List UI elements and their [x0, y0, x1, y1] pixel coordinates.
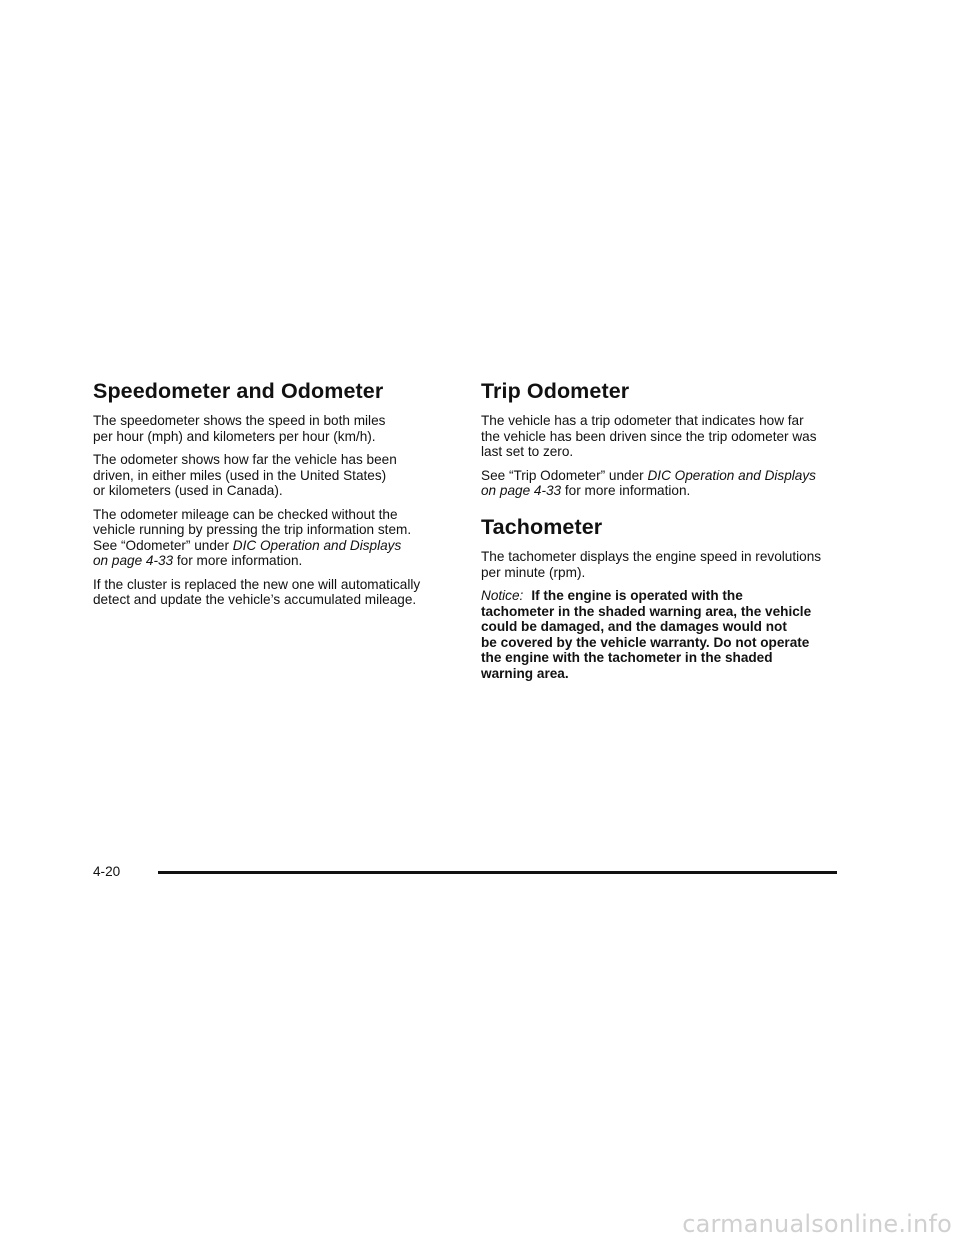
paragraph: The tachometer displays the engine speed in revolutions per minute (rpm). — [481, 549, 822, 580]
paragraph: The odometer shows how far the vehicle has been driven, in either miles (used in the United States) or kilometers (used in Canada). — [93, 452, 397, 498]
trip-odometer-section — [481, 378, 841, 507]
section-heading: Tachometer — [481, 515, 603, 539]
paragraph-text: The odometer mileage can be checked without the vehicle running by pressing the trip information stem. See “Odometer” under — [93, 506, 412, 553]
page-number: 4-20 — [93, 864, 121, 879]
paragraph: If the cluster is replaced the new one will automatically detect and update the vehicle’s accumulated mileage. — [93, 576, 421, 607]
paragraph-text: See “Trip Odometer” under — [481, 467, 648, 483]
paragraph: The speedometer shows the speed in both miles per hour (mph) and kilometers per hour (km/h). — [93, 413, 386, 444]
paragraph — [93, 507, 453, 569]
paragraph-text: for more information. — [561, 483, 691, 498]
tachometer-section — [481, 514, 841, 689]
page-reference-link[interactable]: DIC Operation and Displays on page 4-33 — [93, 537, 402, 568]
paragraph — [481, 468, 841, 499]
notice-paragraph — [481, 588, 841, 681]
section-heading: Trip Odometer — [481, 379, 630, 403]
notice-text: If the engine is operated with the tachometer in the shaded warning area, the vehicle could be damaged, and the damages would not be covered by the vehicle warranty. Do not operate the engine with the tachometer in the shaded warning area. — [481, 588, 812, 681]
paragraph: The vehicle has a trip odometer that indicates how far the vehicle has been driven since the trip odometer was last set to zero. — [481, 413, 817, 459]
speedometer-section — [93, 378, 453, 616]
footer-rule — [158, 871, 837, 874]
paragraph-text: for more information. — [173, 553, 303, 568]
page-reference-link[interactable]: DIC Operation and Displays on page 4-33 — [481, 467, 816, 498]
notice-label: Notice: — [481, 588, 524, 603]
watermark: carmanualsonline.info — [682, 1210, 952, 1238]
section-heading: Speedometer and Odometer — [93, 379, 384, 403]
